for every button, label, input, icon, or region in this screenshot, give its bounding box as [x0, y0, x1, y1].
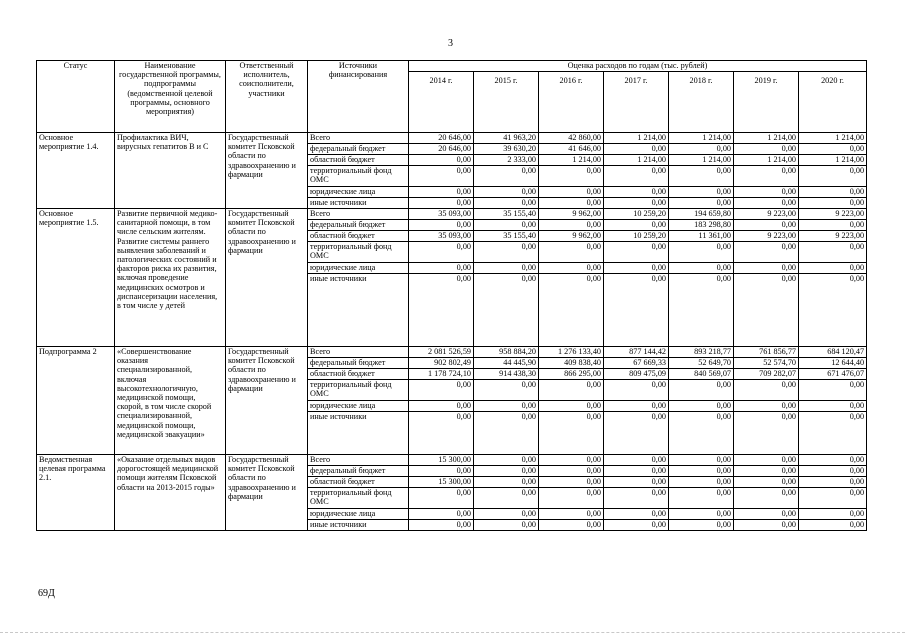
amount-cell: 0,00 — [474, 380, 539, 401]
amount-cell: 0,00 — [734, 380, 799, 401]
amount-cell: 0,00 — [734, 466, 799, 477]
amount-cell: 0,00 — [604, 509, 669, 520]
amount-cell: 0,00 — [539, 166, 604, 187]
row-status: Основное мероприятие 1.5. — [37, 209, 115, 347]
table-row — [37, 133, 867, 144]
header-year: 2019 г. — [734, 72, 799, 133]
amount-cell: 1 214,00 — [604, 133, 669, 144]
amount-cell: 0,00 — [604, 520, 669, 531]
amount-cell: 0,00 — [539, 380, 604, 401]
amount-cell: 15 300,00 — [409, 477, 474, 488]
amount-cell: 0,00 — [474, 488, 539, 509]
amount-cell: 0,00 — [539, 520, 604, 531]
funding-source: иные источники — [308, 412, 409, 455]
amount-cell: 20 646,00 — [409, 144, 474, 155]
amount-cell: 0,00 — [799, 412, 867, 455]
amount-cell: 0,00 — [409, 166, 474, 187]
amount-cell: 0,00 — [734, 477, 799, 488]
funding-source: юридические лица — [308, 401, 409, 412]
amount-cell: 9 223,00 — [734, 209, 799, 220]
amount-cell: 0,00 — [409, 155, 474, 166]
funding-source: федеральный бюджет — [308, 466, 409, 477]
amount-cell: 0,00 — [604, 477, 669, 488]
amount-cell: 0,00 — [474, 263, 539, 274]
amount-cell: 840 569,07 — [669, 369, 734, 380]
table-row — [37, 455, 867, 466]
amount-cell: 0,00 — [734, 242, 799, 263]
amount-cell: 0,00 — [409, 187, 474, 198]
funding-source: Всего — [308, 133, 409, 144]
amount-cell: 0,00 — [799, 477, 867, 488]
amount-cell: 10 259,20 — [604, 209, 669, 220]
amount-cell: 0,00 — [474, 509, 539, 520]
amount-cell: 0,00 — [669, 166, 734, 187]
amount-cell: 0,00 — [604, 488, 669, 509]
amount-cell: 0,00 — [409, 509, 474, 520]
amount-cell: 0,00 — [409, 242, 474, 263]
amount-cell: 0,00 — [539, 274, 604, 347]
amount-cell: 893 218,77 — [669, 347, 734, 358]
amount-cell: 0,00 — [604, 274, 669, 347]
header-year: 2016 г. — [539, 72, 604, 133]
amount-cell: 41 646,00 — [539, 144, 604, 155]
amount-cell: 1 276 133,40 — [539, 347, 604, 358]
header-sources: Источники финансирования — [308, 61, 409, 133]
amount-cell: 0,00 — [734, 488, 799, 509]
amount-cell: 0,00 — [409, 488, 474, 509]
table-row — [37, 209, 867, 220]
amount-cell: 2 333,00 — [474, 155, 539, 166]
amount-cell: 0,00 — [669, 412, 734, 455]
amount-cell: 761 856,77 — [734, 347, 799, 358]
header-executor: Ответственный исполнитель, соисполнители, участники — [226, 61, 308, 133]
amount-cell: 44 445,90 — [474, 358, 539, 369]
amount-cell: 1 214,00 — [604, 155, 669, 166]
amount-cell: 67 669,33 — [604, 358, 669, 369]
amount-cell: 0,00 — [734, 401, 799, 412]
amount-cell: 0,00 — [669, 242, 734, 263]
amount-cell: 0,00 — [474, 198, 539, 209]
funding-source: иные источники — [308, 520, 409, 531]
amount-cell: 0,00 — [474, 520, 539, 531]
amount-cell: 0,00 — [799, 242, 867, 263]
page-number: 3 — [448, 38, 453, 49]
amount-cell: 0,00 — [409, 520, 474, 531]
funding-source: территориальный фонд ОМС — [308, 488, 409, 509]
amount-cell: 1 214,00 — [799, 133, 867, 144]
amount-cell: 0,00 — [539, 477, 604, 488]
amount-cell: 0,00 — [474, 466, 539, 477]
header-year: 2020 г. — [799, 72, 867, 133]
amount-cell: 1 178 724,10 — [409, 369, 474, 380]
funding-source: иные источники — [308, 198, 409, 209]
amount-cell: 0,00 — [474, 477, 539, 488]
amount-cell: 0,00 — [474, 401, 539, 412]
amount-cell: 0,00 — [409, 198, 474, 209]
amount-cell: 0,00 — [474, 242, 539, 263]
amount-cell: 0,00 — [474, 220, 539, 231]
amount-cell: 9 962,00 — [539, 231, 604, 242]
amount-cell: 0,00 — [604, 401, 669, 412]
row-name: Профилактика ВИЧ, вирусных гепатитов В и С — [115, 133, 226, 209]
amount-cell: 0,00 — [734, 198, 799, 209]
amount-cell: 10 259,20 — [604, 231, 669, 242]
amount-cell: 0,00 — [409, 412, 474, 455]
amount-cell: 0,00 — [734, 274, 799, 347]
amount-cell: 0,00 — [474, 455, 539, 466]
amount-cell: 0,00 — [409, 401, 474, 412]
amount-cell: 0,00 — [799, 380, 867, 401]
amount-cell: 0,00 — [799, 401, 867, 412]
amount-cell: 0,00 — [669, 274, 734, 347]
amount-cell: 1 214,00 — [799, 155, 867, 166]
funding-source: областной бюджет — [308, 155, 409, 166]
amount-cell: 0,00 — [604, 242, 669, 263]
row-status: Ведомственная целевая программа 2.1. — [37, 455, 115, 531]
amount-cell: 0,00 — [734, 187, 799, 198]
amount-cell: 0,00 — [539, 220, 604, 231]
amount-cell: 42 860,00 — [539, 133, 604, 144]
amount-cell: 0,00 — [409, 466, 474, 477]
amount-cell: 0,00 — [604, 187, 669, 198]
amount-cell: 0,00 — [799, 198, 867, 209]
funding-source: территориальный фонд ОМС — [308, 242, 409, 263]
amount-cell: 0,00 — [799, 220, 867, 231]
amount-cell: 0,00 — [799, 187, 867, 198]
funding-source: областной бюджет — [308, 231, 409, 242]
amount-cell: 0,00 — [734, 144, 799, 155]
amount-cell: 1 214,00 — [539, 155, 604, 166]
expenditure-table — [36, 60, 867, 531]
amount-cell: 0,00 — [669, 187, 734, 198]
amount-cell: 0,00 — [604, 144, 669, 155]
amount-cell: 809 475,09 — [604, 369, 669, 380]
funding-source: федеральный бюджет — [308, 358, 409, 369]
amount-cell: 52 649,70 — [669, 358, 734, 369]
amount-cell: 35 093,00 — [409, 231, 474, 242]
amount-cell: 194 659,80 — [669, 209, 734, 220]
amount-cell: 902 802,49 — [409, 358, 474, 369]
amount-cell: 0,00 — [734, 509, 799, 520]
amount-cell: 0,00 — [409, 263, 474, 274]
header-estimate: Оценка расходов по годам (тыс. рублей) — [409, 61, 867, 72]
header-year: 2018 г. — [669, 72, 734, 133]
amount-cell: 671 476,07 — [799, 369, 867, 380]
amount-cell: 183 298,80 — [669, 220, 734, 231]
funding-source: юридические лица — [308, 187, 409, 198]
amount-cell: 39 630,20 — [474, 144, 539, 155]
amount-cell: 1 214,00 — [734, 133, 799, 144]
header-year: 2015 г. — [474, 72, 539, 133]
amount-cell: 0,00 — [669, 198, 734, 209]
amount-cell: 709 282,07 — [734, 369, 799, 380]
amount-cell: 0,00 — [604, 455, 669, 466]
amount-cell: 0,00 — [474, 412, 539, 455]
amount-cell: 0,00 — [539, 412, 604, 455]
row-name: «Совершенствование оказания специализированной, включая высокотехнологичную, медицинской помощи, скорой, в том числе скорой специализированной, медицинской помощи, медицинской эвакуации» — [115, 347, 226, 455]
amount-cell: 9 223,00 — [734, 231, 799, 242]
funding-source: областной бюджет — [308, 477, 409, 488]
funding-source: иные источники — [308, 274, 409, 347]
amount-cell: 9 223,00 — [799, 231, 867, 242]
amount-cell: 0,00 — [669, 477, 734, 488]
amount-cell: 0,00 — [734, 220, 799, 231]
amount-cell: 0,00 — [604, 380, 669, 401]
amount-cell: 0,00 — [799, 274, 867, 347]
amount-cell: 0,00 — [409, 380, 474, 401]
amount-cell: 0,00 — [539, 187, 604, 198]
amount-cell: 0,00 — [604, 198, 669, 209]
header-status: Статус — [37, 61, 115, 133]
amount-cell: 0,00 — [604, 412, 669, 455]
amount-cell: 0,00 — [799, 488, 867, 509]
row-executor: Государственный комитет Псковской области по здравоохранению и фармации — [226, 347, 308, 455]
amount-cell: 12 644,40 — [799, 358, 867, 369]
amount-cell: 0,00 — [539, 401, 604, 412]
funding-source: Всего — [308, 347, 409, 358]
amount-cell: 0,00 — [799, 455, 867, 466]
amount-cell: 35 155,40 — [474, 209, 539, 220]
amount-cell: 41 963,20 — [474, 133, 539, 144]
row-executor: Государственный комитет Псковской области по здравоохранению и фармации — [226, 133, 308, 209]
document-code: 69Д — [38, 588, 55, 599]
amount-cell: 0,00 — [734, 412, 799, 455]
funding-source: Всего — [308, 455, 409, 466]
amount-cell: 0,00 — [799, 166, 867, 187]
row-executor: Государственный комитет Псковской области по здравоохранению и фармации — [226, 209, 308, 347]
amount-cell: 0,00 — [669, 466, 734, 477]
amount-cell: 0,00 — [474, 274, 539, 347]
amount-cell: 0,00 — [669, 263, 734, 274]
row-executor: Государственный комитет Псковской области по здравоохранению и фармации — [226, 455, 308, 531]
amount-cell: 0,00 — [669, 488, 734, 509]
amount-cell: 0,00 — [669, 509, 734, 520]
amount-cell: 1 214,00 — [669, 155, 734, 166]
amount-cell: 684 120,47 — [799, 347, 867, 358]
amount-cell: 914 438,30 — [474, 369, 539, 380]
amount-cell: 0,00 — [799, 466, 867, 477]
amount-cell: 0,00 — [604, 466, 669, 477]
amount-cell: 35 093,00 — [409, 209, 474, 220]
amount-cell: 0,00 — [669, 380, 734, 401]
amount-cell: 1 214,00 — [734, 155, 799, 166]
amount-cell: 52 574,70 — [734, 358, 799, 369]
amount-cell: 9 223,00 — [799, 209, 867, 220]
funding-source: областной бюджет — [308, 369, 409, 380]
amount-cell: 0,00 — [799, 144, 867, 155]
amount-cell: 958 884,20 — [474, 347, 539, 358]
amount-cell: 0,00 — [539, 488, 604, 509]
amount-cell: 0,00 — [734, 166, 799, 187]
amount-cell: 0,00 — [539, 509, 604, 520]
amount-cell: 409 838,40 — [539, 358, 604, 369]
table-row — [37, 347, 867, 358]
amount-cell: 0,00 — [539, 242, 604, 263]
row-status: Основное мероприятие 1.4. — [37, 133, 115, 209]
funding-source: Всего — [308, 209, 409, 220]
amount-cell: 0,00 — [539, 198, 604, 209]
amount-cell: 1 214,00 — [669, 133, 734, 144]
amount-cell: 0,00 — [604, 263, 669, 274]
amount-cell: 877 144,42 — [604, 347, 669, 358]
amount-cell: 0,00 — [734, 520, 799, 531]
amount-cell: 0,00 — [799, 520, 867, 531]
amount-cell: 0,00 — [604, 220, 669, 231]
amount-cell: 15 300,00 — [409, 455, 474, 466]
funding-source: территориальный фонд ОМС — [308, 166, 409, 187]
funding-source: территориальный фонд ОМС — [308, 380, 409, 401]
amount-cell: 0,00 — [734, 263, 799, 274]
row-name: Развитие первичной медико-санитарной помощи, в том числе сельским жителям. Развитие системы раннего выявления заболеваний и патологических состояний и факторов риска их развития, включая проведение медицинских осмотров и диспансеризации населения, в том числе у детей — [115, 209, 226, 347]
amount-cell: 0,00 — [669, 455, 734, 466]
amount-cell: 9 962,00 — [539, 209, 604, 220]
row-status: Подпрограмма 2 — [37, 347, 115, 455]
amount-cell: 0,00 — [409, 220, 474, 231]
row-name: «Оказание отдельных видов дорогостоящей медицинской помощи жителям Псковской области на 2013-2015 годы» — [115, 455, 226, 531]
header-year: 2014 г. — [409, 72, 474, 133]
amount-cell: 0,00 — [539, 263, 604, 274]
funding-source: федеральный бюджет — [308, 220, 409, 231]
amount-cell: 0,00 — [669, 401, 734, 412]
amount-cell: 0,00 — [474, 187, 539, 198]
amount-cell: 0,00 — [539, 466, 604, 477]
amount-cell: 0,00 — [799, 263, 867, 274]
amount-cell: 11 361,00 — [669, 231, 734, 242]
amount-cell: 2 081 526,59 — [409, 347, 474, 358]
amount-cell: 35 155,40 — [474, 231, 539, 242]
amount-cell: 0,00 — [734, 455, 799, 466]
amount-cell: 0,00 — [669, 144, 734, 155]
amount-cell: 866 295,00 — [539, 369, 604, 380]
scan-edge-line — [0, 632, 905, 634]
amount-cell: 20 646,00 — [409, 133, 474, 144]
funding-source: юридические лица — [308, 509, 409, 520]
amount-cell: 0,00 — [474, 166, 539, 187]
funding-source: юридические лица — [308, 263, 409, 274]
funding-source: федеральный бюджет — [308, 144, 409, 155]
amount-cell: 0,00 — [409, 274, 474, 347]
amount-cell: 0,00 — [604, 166, 669, 187]
amount-cell: 0,00 — [539, 455, 604, 466]
header-year: 2017 г. — [604, 72, 669, 133]
header-name: Наименование государственной программы, подпрограммы (ведомственной целевой программы, основного мероприятия) — [115, 61, 226, 133]
amount-cell: 0,00 — [799, 509, 867, 520]
amount-cell: 0,00 — [669, 520, 734, 531]
